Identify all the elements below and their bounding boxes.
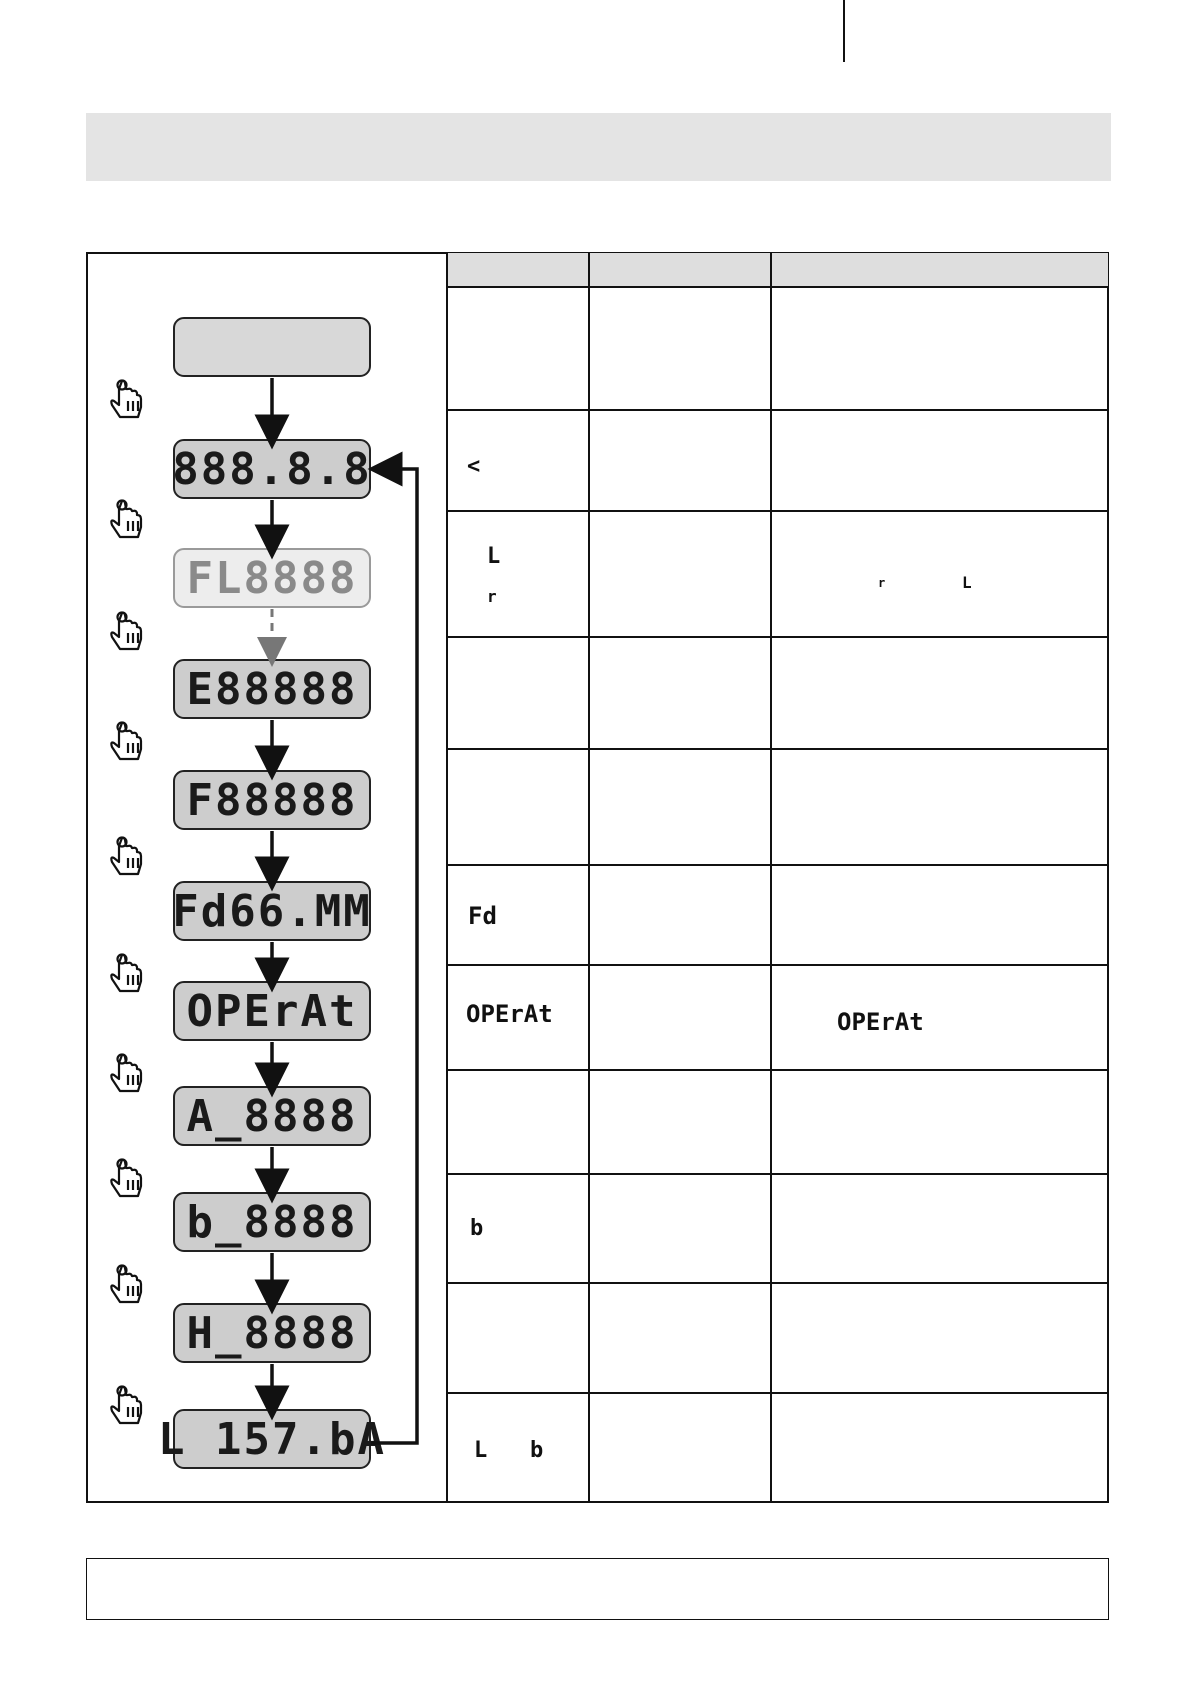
hand-press-icon [108,377,146,425]
cell-segment-glyph: r [878,576,886,590]
hand-press-icon [108,1383,146,1431]
footer-note-box [86,1558,1109,1620]
hand-press-icon [108,951,146,999]
hand-press-icon [108,834,146,882]
cell-segment-glyph: OPErAt [837,1008,924,1036]
cell-segment-glyph: L [474,1438,488,1463]
lcd-display-h: H_8888 [173,1303,371,1363]
hand-press-icon [108,1156,146,1204]
lcd-display-fd: Fd66.MM [173,881,371,941]
hand-press-icon [108,1262,146,1310]
lcd-display-segment-test: 888.8.8 [173,439,371,499]
loop-back-arrow [371,469,417,1443]
lcd-display-l: L 157.bA [173,1409,371,1469]
cell-segment-glyph: < [467,454,481,479]
hand-press-icon [108,609,146,657]
hand-press-icon [108,719,146,767]
lcd-display-e: E88888 [173,659,371,719]
cell-segment-glyph: b [470,1216,484,1241]
cell-segment-glyph: b [530,1438,544,1463]
hand-press-icon [108,497,146,545]
lcd-display-b: b_8888 [173,1192,371,1252]
cell-segment-glyph: r [487,587,497,606]
lcd-display-operat: OPErAt [173,981,371,1041]
cell-segment-glyph: L [487,544,501,569]
lcd-display-fl: FL8888 [173,548,371,608]
lcd-display-a: A_8888 [173,1086,371,1146]
cell-segment-glyph: L [962,573,972,592]
lcd-display-f: F88888 [173,770,371,830]
cell-segment-glyph: Fd [468,902,497,930]
cell-segment-glyph: OPErAt [466,1000,553,1028]
hand-press-icon [108,1051,146,1099]
